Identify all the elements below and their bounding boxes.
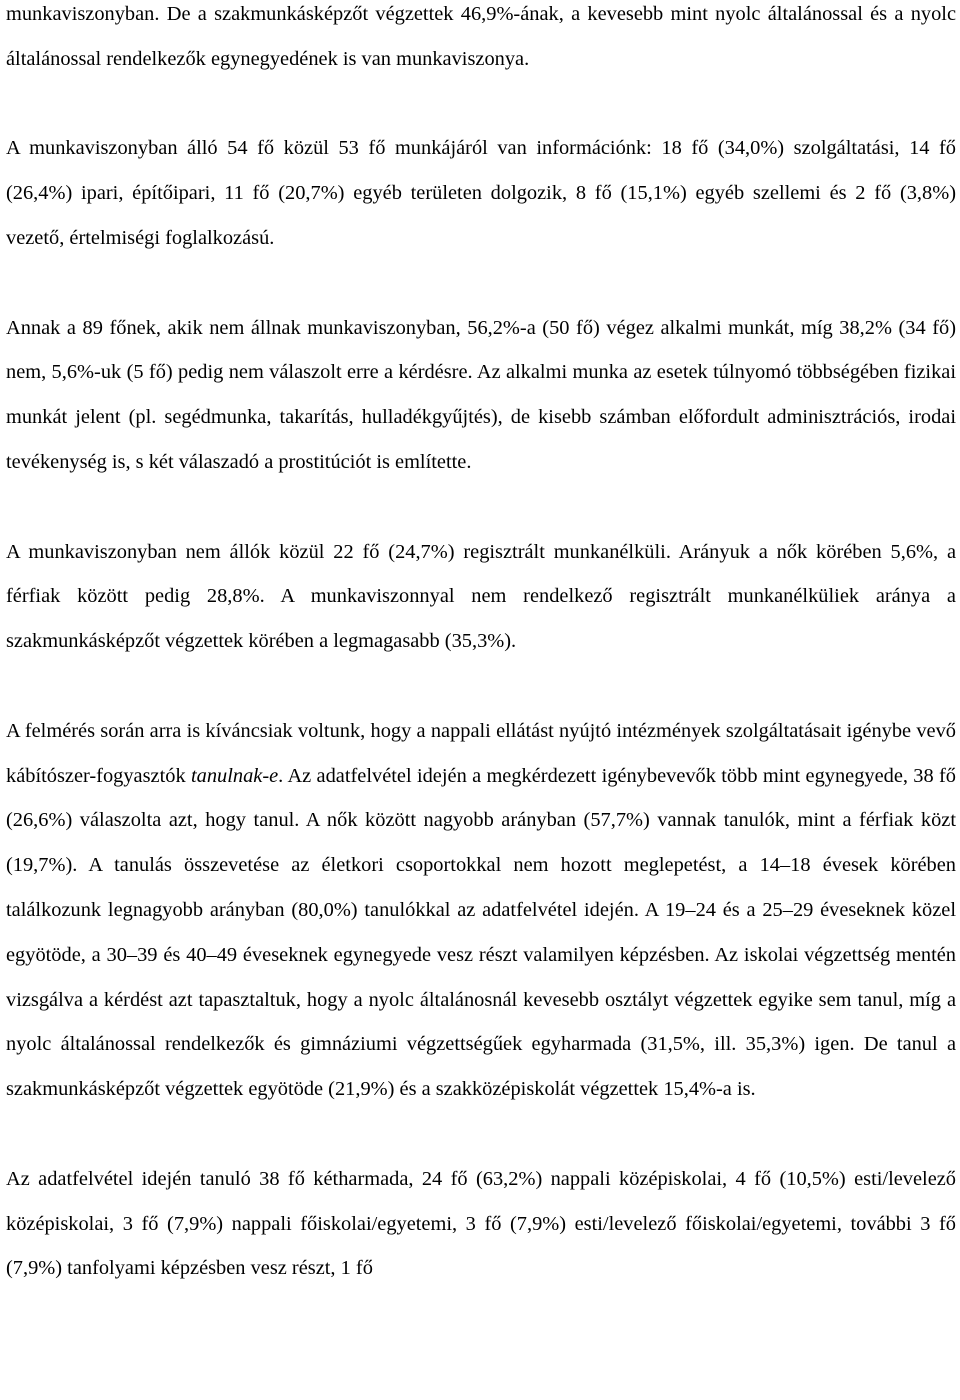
paragraph-employment-intro: munkaviszonyban. De a szakmunkásképzőt végzettek 46,9%-ának, a kevesebb mint nyolc általánossal és a nyolc általánossal rendelkezők egynegyedének is van munkaviszonya. bbox=[6, 3, 956, 70]
document-page bbox=[6, 0, 956, 1291]
paragraph-employment-sectors: A munkaviszonyban álló 54 fő közül 53 fő munkájáról van információnk: 18 fő (34,0%) szolgáltatási, 14 fő (26,4%) ipari, építőipari, 11 fő (20,7%) egyéb területen dolgozik, 8 fő (15,1%) egyéb szellemi és 2 fő (3,8%) vezető, értelmiségi foglalkozású. bbox=[6, 137, 956, 249]
paragraph-casual-work: Annak a 89 főnek, akik nem állnak munkaviszonyban, 56,2%-a (50 fő) végez alkalmi munkát, míg 38,2% (34 fő) nem, 5,6%-uk (5 fő) pedig nem válaszolt erre a kérdésre. Az alkalmi munka az esetek túlnyomó többségében fizikai munkát jelent (pl. segédmunka, takarítás, hulladékgyűjtés), de kisebb számban előfordult adminisztrációs, irodai tevékenység is, s két válaszadó a prostitúciót is említette. bbox=[6, 316, 956, 473]
paragraph-school-types: Az adatfelvétel idején tanuló 38 fő kétharmada, 24 fő (63,2%) nappali középiskolai, 4 fő (10,5%) esti/levelező középiskolai, 3 fő (7,9%) nappali főiskolai/egyetemi, 3 fő (7,9%) esti/levelező főiskolai/egyetemi, további 3 fő (7,9%) tanfolyami képzésben vesz részt, 1 fő bbox=[6, 1167, 956, 1280]
paragraph-studying bbox=[6, 709, 956, 1112]
paragraph-studying-italic: tanulnak-e bbox=[190, 764, 279, 787]
paragraph-studying-after: . Az adatfelvétel idején a megkérdezett igénybevevők több mint egynegyede, 38 fő (26,6%) válaszolta azt, hogy tanul. A nők között nagyobb arányban (57,7%) vannak tanulók, mint a férfiak közt (19,7%). A tanulás összevetése az életkori csoportokkal nem hozott meglepetést, a 14–18 évesek körében találkozunk legnagyobb arányban (80,0%) tanulókkal az adatfelvétel idején. A 19–24 és a 25–29 éveseknek közel egyötöde, a 30–39 és 40–49 éveseknek egynegyede vesz részt valamilyen képzésben. Az iskolai végzettség mentén vizsgálva a kérdést azt tapasztaltuk, hogy a nyolc általánosnál kevesebb osztályt végzettek egyike sem tanul, míg a nyolc általánossal rendelkezők és gimnáziumi végzettségűek egyharmada (31,5%, ill. 35,3%) igen. De tanul a szakmunkásképzőt végzettek egyötöde (21,9%) és a szakközépiskolát végzettek 15,4%-a is. bbox=[6, 764, 956, 1101]
paragraph-studying-before: A felmérés során arra is kíváncsiak voltunk, hogy a nappali ellátást nyújtó intézmények szolgáltatásait igénybe vevő kábítószer-fogyasztók bbox=[6, 719, 956, 787]
paragraph-unemployment: A munkaviszonyban nem állók közül 22 fő (24,7%) regisztrált munkanélküli. Arányuk a nők körében 5,6%, a férfiak között pedig 28,8%. A munkaviszonnyal nem rendelkező regisztrált munkanélküliek aránya a szakmunkásképzőt végzettek körében a legmagasabb (35,3%). bbox=[6, 540, 956, 653]
